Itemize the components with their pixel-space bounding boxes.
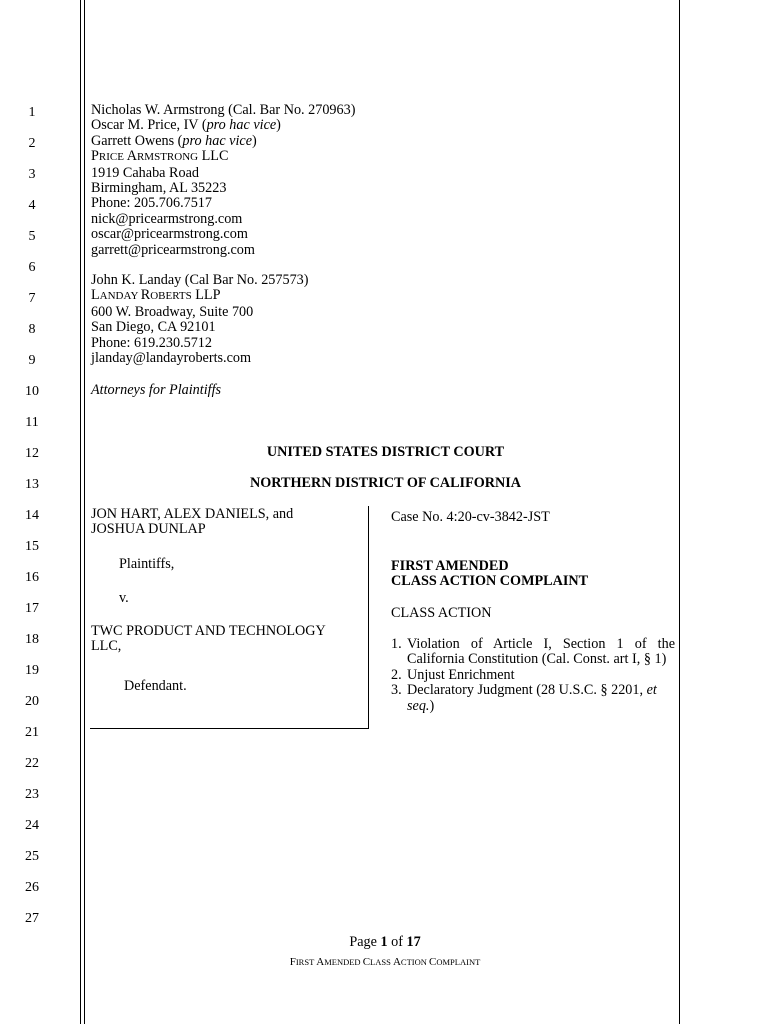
line-number: 6 (28, 260, 36, 275)
line-number: 16 (25, 570, 39, 585)
plaintiffs-names: JON HART, ALEX DANIELS, and (91, 506, 294, 522)
firm-address: San Diego, CA 92101 (91, 319, 216, 336)
attorney-name: Garrett Owens (pro hac vice) (91, 132, 257, 149)
claim-item: 1. Violation of Article I, Section 1 of the California Constitution (Cal. Const. art I, § 1) (391, 636, 675, 668)
email-address: jlanday@landayroberts.com (91, 350, 252, 367)
line-number: 27 (25, 911, 39, 926)
line-number: 19 (25, 663, 39, 678)
claim-item: 2. Unjust Enrichment (391, 666, 515, 683)
firm-name: LANDAY ROBERTS LLP (91, 287, 221, 304)
claim-item: 3. Declaratory Judgment (28 U.S.C. § 2201, et seq.) (391, 682, 657, 714)
line-number: 17 (25, 601, 39, 616)
defendant-name-line: TWC PRODUCT AND TECHNOLOGY (91, 623, 326, 639)
email-address: garrett@pricearmstrong.com (91, 241, 255, 258)
attorneys-for-plaintiffs: Attorneys for Plaintiffs (91, 382, 222, 398)
page-indicator: Page 1 of 17 (349, 934, 421, 950)
line-number: 25 (25, 849, 39, 864)
line-number: 22 (25, 756, 39, 771)
attorney-name: John K. Landay (Cal Bar No. 257573) (91, 272, 309, 288)
line-number: 9 (28, 353, 36, 368)
line-number: 21 (25, 725, 39, 740)
plaintiffs-label: Plaintiffs, (119, 556, 175, 572)
attorney-name: Nicholas W. Armstrong (Cal. Bar No. 270963) (91, 102, 356, 118)
footer-document-title: FIRST AMENDED CLASS ACTION COMPLAINT (289, 956, 481, 968)
line-number: 7 (28, 291, 36, 306)
firm-address: Birmingham, AL 35223 (91, 180, 227, 197)
line-number: 4 (28, 198, 36, 213)
line-number: 18 (25, 632, 39, 647)
line-number: 8 (28, 322, 36, 337)
document-title-line: FIRST AMENDED (391, 558, 509, 574)
firm-address: 1919 Cahaba Road (91, 164, 199, 181)
line-number: 26 (25, 880, 39, 895)
firm-address: 600 W. Broadway, Suite 700 (91, 303, 254, 320)
email-address: nick@pricearmstrong.com (91, 210, 243, 227)
email-address: oscar@pricearmstrong.com (91, 226, 248, 243)
line-number: 13 (25, 477, 39, 492)
right-margin-rule (679, 0, 680, 1024)
court-name: UNITED STATES DISTRICT COURT (266, 444, 505, 460)
firm-phone: Phone: 619.230.5712 (91, 334, 212, 351)
line-number: 5 (28, 229, 36, 244)
line-number: 24 (25, 818, 39, 833)
line-number: 15 (25, 539, 39, 554)
line-number: 1 (28, 105, 36, 120)
caption-divider-vertical (368, 506, 369, 729)
left-margin-rule-inner (84, 0, 85, 1024)
defendant-name-line: LLC, (91, 638, 122, 655)
claims-list (391, 637, 675, 714)
counsel-block-landay-roberts (91, 273, 309, 366)
line-number: 2 (28, 136, 36, 151)
firm-phone: Phone: 205.706.7517 (91, 195, 212, 212)
line-number: 12 (25, 446, 39, 461)
line-number: 10 (25, 384, 39, 399)
class-action-label: CLASS ACTION (391, 605, 492, 621)
firm-name: PRICE ARMSTRONG LLC (91, 148, 229, 165)
case-details (391, 510, 675, 525)
caption-divider-horizontal (90, 728, 369, 729)
defendant-label: Defendant. (124, 678, 187, 694)
plaintiffs-names: JOSHUA DUNLAP (91, 521, 206, 538)
document-title-line: CLASS ACTION COMPLAINT (391, 573, 589, 590)
case-number: Case No. 4:20-cv-3842-JST (391, 509, 550, 525)
line-number: 3 (28, 167, 36, 182)
defendant-name (91, 624, 361, 655)
caption-parties (91, 507, 361, 538)
line-number: 23 (25, 787, 39, 802)
left-margin-rule-outer (80, 0, 81, 1024)
line-number: 14 (25, 508, 39, 523)
court-district: NORTHERN DISTRICT OF CALIFORNIA (249, 475, 522, 491)
attorney-name: Oscar M. Price, IV (pro hac vice) (91, 117, 281, 134)
document-title (391, 559, 675, 590)
versus: v. (119, 590, 129, 606)
line-number: 20 (25, 694, 39, 709)
counsel-block-price-armstrong (91, 103, 355, 258)
line-number: 11 (25, 415, 39, 430)
